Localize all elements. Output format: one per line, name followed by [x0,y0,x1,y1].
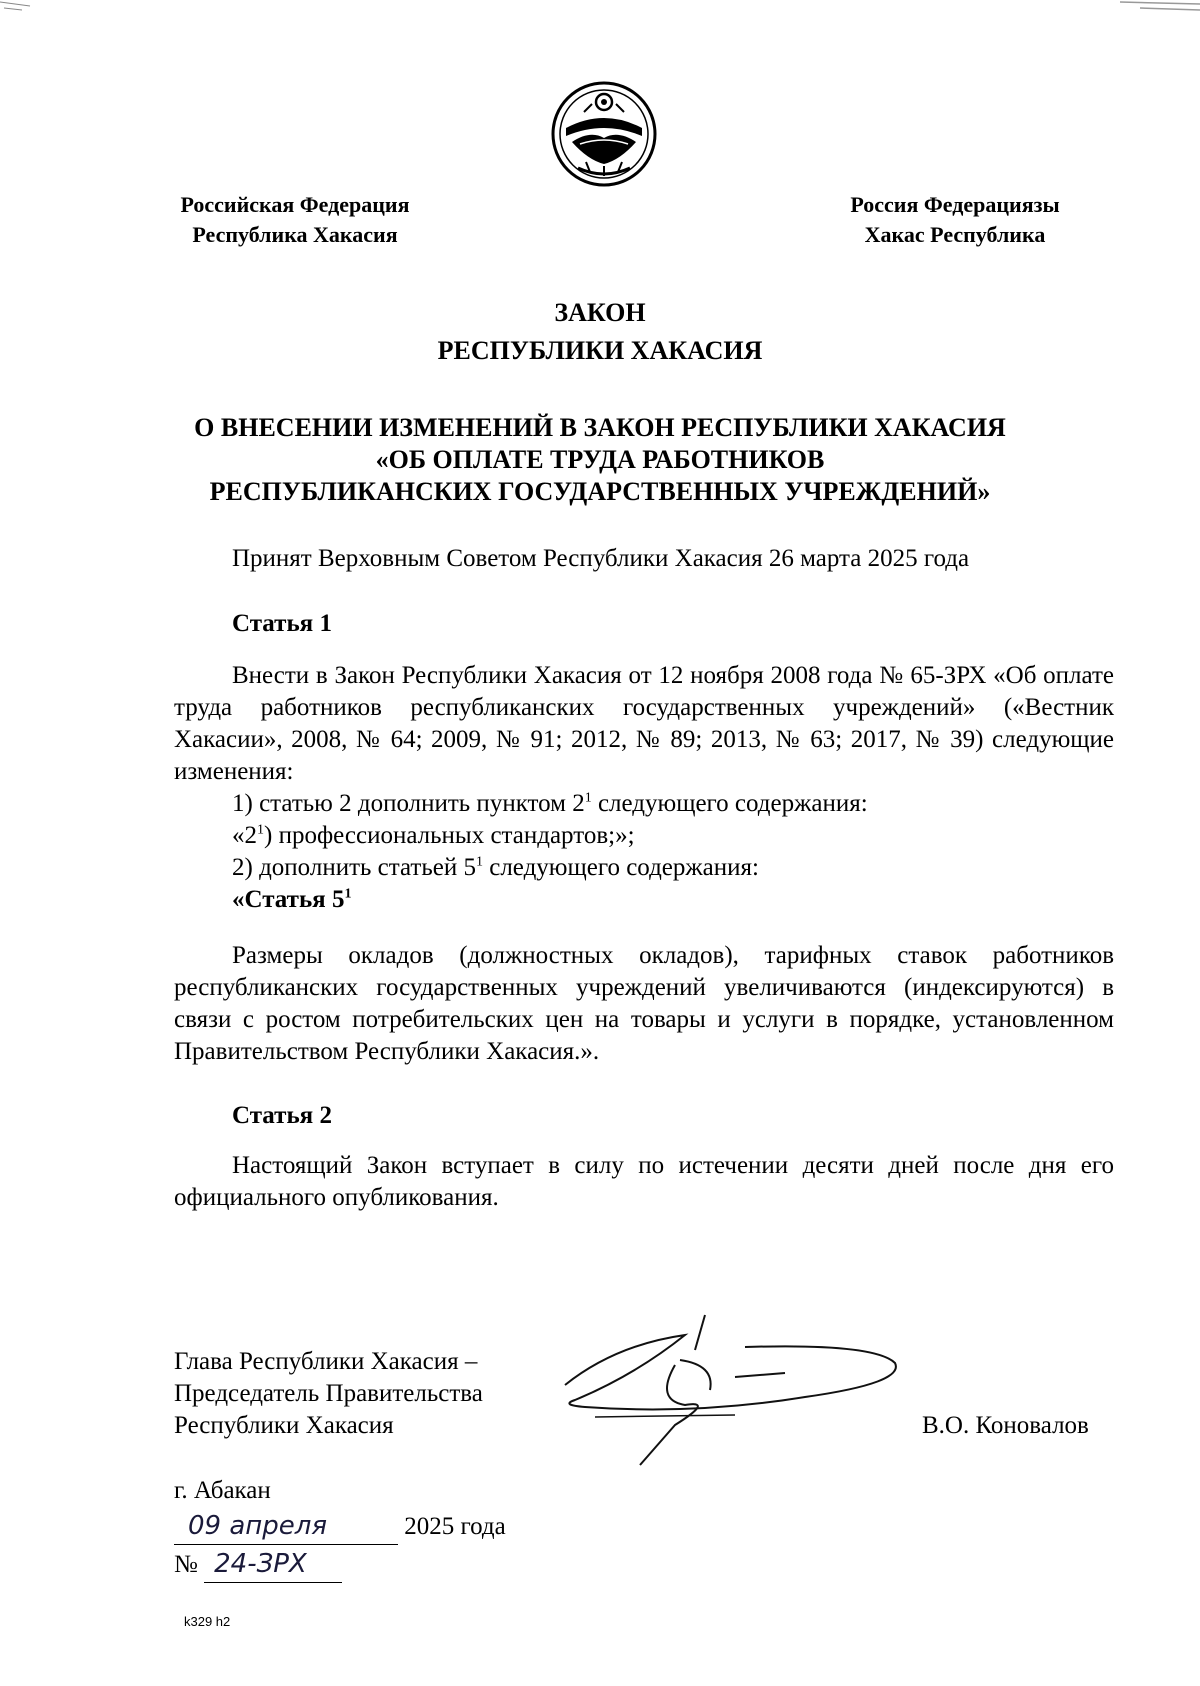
article-1-items [174,788,1172,916]
item-1 [232,788,1172,820]
law-number [174,1546,342,1583]
scan-noise-top-right [1120,0,1200,16]
item-1a-text: «2 [232,822,257,849]
header-right-line2: Хакас Республика [864,222,1046,247]
new-article-heading [232,884,1172,916]
handwritten-date: 09 апреля [174,1508,398,1545]
republic-emblem-icon [550,80,658,188]
item-1-text-end: следующего содержания: [591,790,868,817]
item-1-sup: 1 [584,790,592,806]
law-title [0,412,1200,508]
new-article-heading-text: «Статья 5 [232,886,345,913]
law-number-prefix: № [174,1551,198,1578]
adoption-note: Принят Верховным Советом Республики Хакасия 26 марта 2025 года [232,545,970,572]
item-1a [232,820,1172,852]
header-right [830,190,1080,250]
signatory-title [174,1346,483,1442]
item-2-sup: 1 [475,854,483,870]
signatory-title-line1: Глава Республики Хакасия – [174,1348,478,1375]
handwritten-number: 24-ЗРХ [204,1546,342,1583]
item-2-text: 2) дополнить статьей 5 [232,854,476,881]
heading-republic: РЕСПУБЛИКИ ХАКАСИЯ [437,336,763,365]
heading-law: ЗАКОН [554,298,646,327]
handwritten-signature [555,1305,920,1475]
item-1a-sup: 1 [257,822,264,838]
law-title-line2: «ОБ ОПЛАТЕ ТРУДА РАБОТНИКОВ [375,445,825,474]
header-left-line1: Российская Федерация [180,192,410,217]
signatory-name: В.О. Коновалов [922,1412,1089,1439]
article-2-text: Настоящий Закон вступает в силу по истечении десяти дней после дня его официального опубликования. [174,1152,1114,1211]
item-1-text: 1) статью 2 дополнить пунктом 2 [232,790,585,817]
header-left [160,190,430,250]
header-right-line1: Россия Федерациязы [850,192,1060,217]
date-year: 2025 года [404,1513,506,1540]
article-2-heading: Статья 2 [232,1102,332,1129]
signatory-title-line2: Председатель Правительства [174,1380,483,1407]
law-title-line1: О ВНЕСЕНИИ ИЗМЕНЕНИЙ В ЗАКОН РЕСПУБЛИКИ ХАКАСИЯ [194,413,1006,442]
scan-noise-top-left [0,0,60,14]
item-2 [232,852,1172,884]
header-left-line2: Республика Хакасия [192,222,398,247]
signatory-title-line3: Республики Хакасия [174,1412,394,1439]
article-1-heading: Статья 1 [232,610,332,637]
new-article-text: Размеры окладов (должностных окладов), тарифных ставок работников республиканских государственных учреждений увеличиваются (индексируются) в связи с ростом потребительских цен на товары и услуги в порядке, установленном Правительством Республики Хакасия.». [174,942,1114,1065]
document-code: k329 h2 [184,1614,231,1629]
place: г. Абакан [174,1477,271,1504]
item-1a-text-end: ) профессиональных стандартов;»; [264,822,635,849]
article-1-intro: Внести в Закон Республики Хакасия от 12 ноября 2008 года № 65-ЗРХ «Об оплате труда работников республиканских государственных учреждений» («Вестник Хакасии», 2008, № 64; 2009, № 91; 2012, № 89; 2013, № 63; 2017, № 39) следующие изменения: [174,662,1114,785]
law-title-line3: РЕСПУБЛИКАНСКИХ ГОСУДАРСТВЕННЫХ УЧРЕЖДЕНИЙ» [209,477,991,506]
item-2-text-end: следующего содержания: [482,854,759,881]
new-article-heading-sup: 1 [344,886,352,902]
signing-date [174,1508,506,1545]
